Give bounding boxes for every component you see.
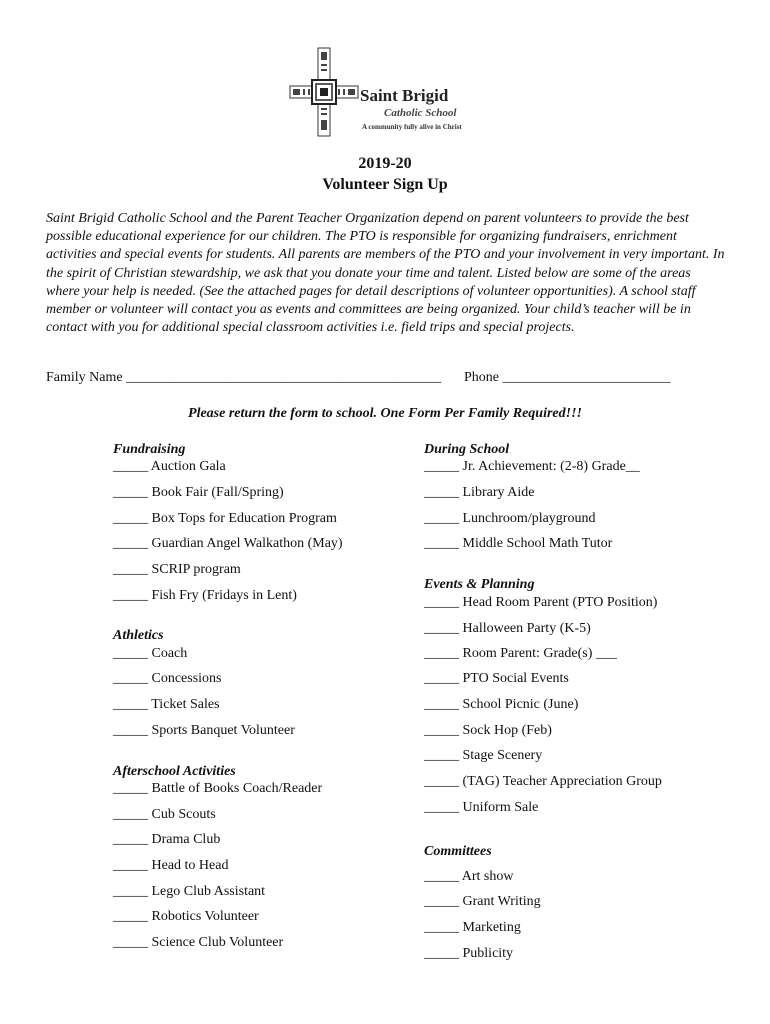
list-item[interactable]: _____ PTO Social Events [424, 671, 569, 686]
svg-text:Catholic School: Catholic School [384, 107, 457, 119]
list-item[interactable]: _____ Fish Fry (Fridays in Lent) [113, 588, 297, 603]
list-item[interactable]: _____ Art show [424, 869, 514, 884]
list-item[interactable]: _____ Room Parent: Grade(s) ___ [424, 646, 617, 661]
section-during-school: During School [424, 442, 510, 457]
list-item[interactable]: _____ Science Club Volunteer [113, 935, 284, 950]
section-committees: Committees [424, 844, 492, 859]
return-instruction: Please return the form to school. One Form Per Family Required!!! [188, 406, 582, 421]
list-item[interactable]: _____ Cub Scouts [113, 807, 216, 822]
list-item[interactable]: _____ Lunchroom/playground [424, 511, 596, 526]
list-item[interactable]: _____ Guardian Angel Walkathon (May) [113, 536, 343, 551]
family-name-label: Family Name [46, 370, 123, 385]
list-item[interactable]: _____ Box Tops for Education Program [113, 511, 337, 526]
section-fundraising: Fundraising [113, 442, 186, 457]
year-heading: 2019-20 [358, 155, 412, 172]
list-item[interactable]: _____ Battle of Books Coach/Reader [113, 781, 323, 796]
svg-text:Saint Brigid: Saint Brigid [360, 86, 449, 105]
list-item[interactable]: _____ Middle School Math Tutor [424, 536, 613, 551]
svg-text:A community fully alive in Chr: A community fully alive in Christ [362, 123, 462, 131]
list-item[interactable]: _____ Auction Gala [113, 459, 226, 474]
list-item[interactable]: _____ Head to Head [113, 858, 229, 873]
school-logo [288, 46, 488, 138]
list-item[interactable]: _____ Ticket Sales [113, 697, 220, 712]
section-athletics: Athletics [113, 628, 164, 643]
list-item[interactable]: _____ Sock Hop (Feb) [424, 723, 552, 738]
list-item[interactable]: _____ Drama Club [113, 832, 221, 847]
section-events-planning: Events & Planning [424, 577, 535, 592]
list-item[interactable]: _____ Uniform Sale [424, 800, 539, 815]
list-item[interactable]: _____ Robotics Volunteer [113, 909, 259, 924]
phone-row [464, 370, 671, 386]
list-item[interactable]: _____ Marketing [424, 920, 521, 935]
list-item[interactable]: _____ Grant Writing [424, 894, 541, 909]
list-item[interactable]: _____ Coach [113, 646, 188, 661]
section-afterschool: Afterschool Activities [113, 764, 236, 779]
phone-field[interactable]: ________________________ [502, 370, 671, 385]
phone-label: Phone [464, 370, 499, 385]
list-item[interactable]: _____ Jr. Achievement: (2-8) Grade__ [424, 459, 640, 474]
list-item[interactable]: _____ Head Room Parent (PTO Position) [424, 595, 658, 610]
family-name-row [46, 370, 441, 386]
list-item[interactable]: _____ School Picnic (June) [424, 697, 579, 712]
list-item[interactable]: _____ (TAG) Teacher Appreciation Group [424, 774, 662, 789]
list-item[interactable]: _____ Sports Banquet Volunteer [113, 723, 295, 738]
list-item[interactable]: _____ Concessions [113, 671, 222, 686]
list-item[interactable]: _____ Halloween Party (K-5) [424, 621, 591, 636]
list-item[interactable]: _____ SCRIP program [113, 562, 241, 577]
cross-icon [290, 48, 358, 136]
page-title: Volunteer Sign Up [322, 176, 448, 193]
list-item[interactable]: _____ Publicity [424, 946, 514, 961]
intro-paragraph: Saint Brigid Catholic School and the Parent Teacher Organization depend on parent volunteers to provide the best possible educational experience for our children. The PTO is responsible for organizing fundraisers, enrichment activities and special events for students. All parents are members of the PTO and your involvement in very important. In the spirit of Christian stewardship, we ask that you donate your time and talent. Listed below are some of the areas where your help is needed. (See the attached pages for detail descriptions of volunteer opportunities). A school staff member or volunteer will contact you as events and committees are being organized. Your child’s teacher will be in contact with you for additional special classroom activities i.e. field trips and special projects. [46, 211, 725, 336]
list-item[interactable]: _____ Library Aide [424, 485, 535, 500]
list-item[interactable]: _____ Lego Club Assistant [113, 884, 266, 899]
list-item[interactable]: _____ Book Fair (Fall/Spring) [113, 485, 284, 500]
list-item[interactable]: _____ Stage Scenery [424, 748, 543, 763]
family-name-field[interactable]: _____________________________________________ [126, 370, 442, 385]
